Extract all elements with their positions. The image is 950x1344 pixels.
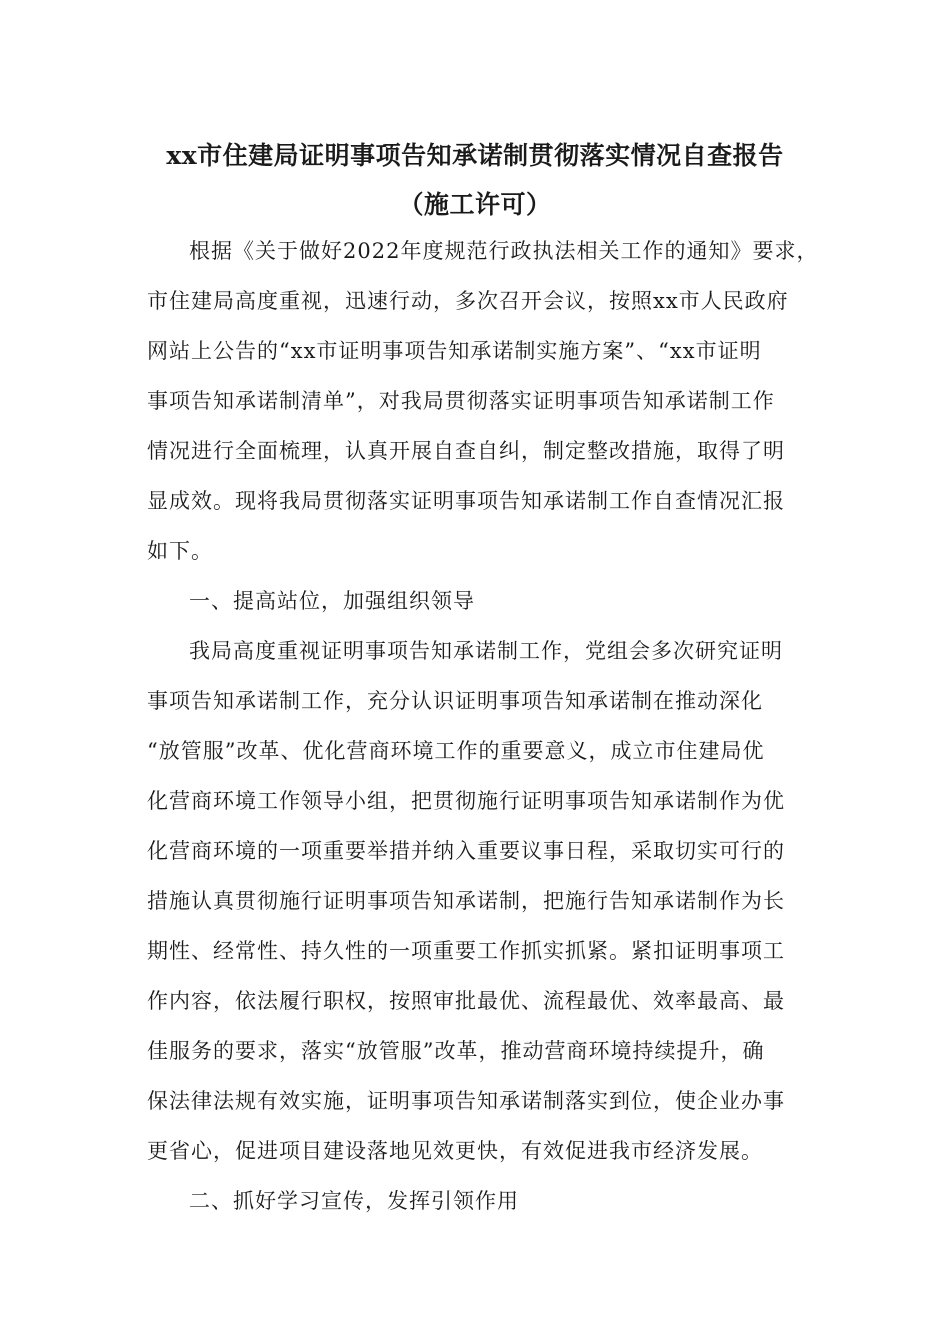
paragraph-line: 作内容，依法履行职权，按照审批最优、流程最优、效率最高、最 [147,989,785,1013]
paragraph-line: 事项告知承诺制工作，充分认识证明事项告知承诺制在推动深化 [147,689,763,713]
paragraph-line: 化营商环境的一项重要举措并纳入重要议事日程，采取切实可行的 [147,839,785,863]
paragraph-line: 保法律法规有效实施，证明事项告知承诺制落实到位，使企业办事 [147,1089,785,1113]
paragraph-line: 如下。 [147,539,213,563]
paragraph-line: 显成效。现将我局贯彻落实证明事项告知承诺制工作自查情况汇报 [147,489,785,513]
section-heading-2: 二、抓好学习宣传，发挥引领作用 [189,1189,519,1213]
document-title: xx市住建局证明事项告知承诺制贯彻落实情况自查报告 [166,141,784,170]
section-heading-1: 一、提高站位，加强组织领导 [189,589,475,613]
paragraph-line: 更省心，促进项目建设落地见效更快，有效促进我市经济发展。 [147,1139,763,1163]
paragraph-line: 网站上公告的“xx市证明事项告知承诺制实施方案”、“xx市证明 [147,339,762,363]
paragraph-line: 期性、经常性、持久性的一项重要工作抓实抓紧。紧扣证明事项工 [147,939,785,963]
document-subtitle: （施工许可） [398,190,552,219]
paragraph-line: 化营商环境工作领导小组，把贯彻施行证明事项告知承诺制作为优 [147,789,785,813]
paragraph-line: 我局高度重视证明事项告知承诺制工作，党组会多次研究证明 [189,639,783,663]
paragraph-line: 佳服务的要求，落实“放管服”改革，推动营商环境持续提升，确 [147,1039,765,1063]
paragraph-line: 根据《关于做好2022年度规范行政执法相关工作的通知》要求， [189,239,819,263]
paragraph-line: “放管服”改革、优化营商环境工作的重要意义，成立市住建局优 [147,739,765,763]
paragraph-line: 市住建局高度重视，迅速行动，多次召开会议，按照xx市人民政府 [147,289,789,313]
paragraph-line: 措施认真贯彻施行证明事项告知承诺制，把施行告知承诺制作为长 [147,889,785,913]
paragraph-line: 事项告知承诺制清单”，对我局贯彻落实证明事项告知承诺制工作 [147,389,775,413]
paragraph-line: 情况进行全面梳理，认真开展自查自纠，制定整改措施，取得了明 [147,439,785,463]
